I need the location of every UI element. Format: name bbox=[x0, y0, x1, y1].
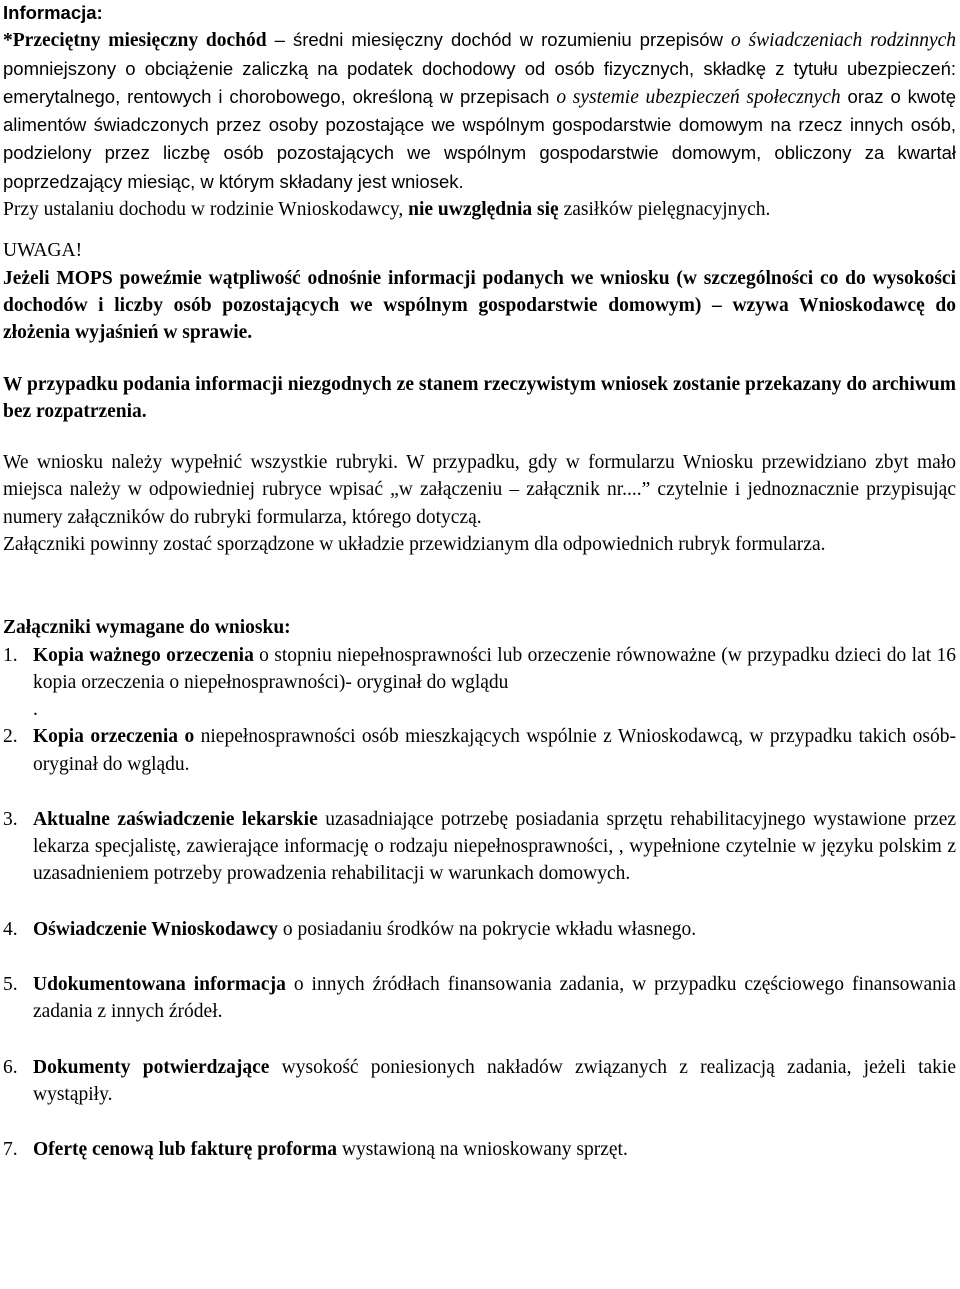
income-term: *Przeciętny miesięczny dochód bbox=[3, 30, 267, 52]
list-item: 5. Udokumentowana informacja o innych źródłach finansowania zadania, w przypadku częściowego finansowania zadania z innych źródeł. bbox=[3, 974, 956, 1023]
warning-section bbox=[3, 237, 956, 425]
list-item: 4. Oświadczenie Wnioskodawcy o posiadaniu środków na pokrycie wkładu własnego. bbox=[3, 918, 697, 940]
income-exclusion-paragraph: Przy ustalaniu dochodu w rodzinie Wnioskodawcy, nie uwzględnia się zasiłków pielęgnacyjnych. bbox=[3, 199, 771, 221]
info-heading: Informacja: bbox=[3, 2, 103, 23]
info-section bbox=[3, 0, 956, 223]
list-item: 2. Kopia orzeczenia o niepełnosprawności osób mieszkających wspólnie z Wnioskodawcą, w przypadku takich osób- oryginał do wglądu. bbox=[3, 726, 956, 775]
attachments-heading: Załączniki wymagane do wniosku: bbox=[3, 617, 291, 639]
instructions-section bbox=[3, 449, 956, 558]
warning-heading: UWAGA! bbox=[3, 240, 83, 262]
attachments-list bbox=[3, 642, 956, 1164]
list-item: 7. Ofertę cenową lub fakturę proforma wystawioną na wnioskowany sprzęt. bbox=[3, 1139, 628, 1161]
warning-paragraph: Jeżeli MOPS poweźmie wątpliwość odnośnie informacji podanych we wniosku (w szczególności co do wysokości dochodów i liczby osób pozostających we wspólnym gospodarstwie domowym) – wzywa Wnioskodawcę do złożenia wyjaśnień w sprawie. bbox=[3, 267, 956, 344]
list-item: 3. Aktualne zaświadczenie lekarskie uzasadniające potrzebę posiadania sprzętu rehabilitacyjnego wystawione przez lekarza specjalistę, zawierające informację o rodzaju niepełnosprawności, , wypełnione czytelnie w języku polskim z uzasadnieniem potrzeby prowadzenia rehabilitacji w warunkach domowych. bbox=[3, 808, 956, 885]
instructions-paragraph-2: Załączniki powinny zostać sporządzone w układzie przewidzianym dla odpowiednich rubryk formularza. bbox=[3, 534, 826, 556]
law-reference: o systemie ubezpieczeń społecznych bbox=[556, 86, 841, 108]
law-reference: o świadczeniach rodzinnych bbox=[731, 30, 957, 52]
attachments-section bbox=[3, 614, 956, 1163]
warning-paragraph-2: W przypadku podania informacji niezgodnych ze stanem rzeczywistym wniosek zostanie przekazany do archiwum bez rozpatrzenia. bbox=[3, 373, 956, 422]
list-item: 1. Kopia ważnego orzeczenia o stopniu niepełnosprawności lub orzeczenie równoważne (w przypadku dzieci do lat 16 kopia orzeczenia o niepełnosprawności)- oryginał do wglądu . bbox=[3, 644, 956, 721]
income-definition-paragraph: *Przeciętny miesięczny dochód – średni miesięczny dochód w rozumieniu przepisów o świadczeniach rodzinnych pomniejszony o obciążenie zaliczką na podatek dochodowy od osób fizycznych, składkę z tytułu ubezpieczeń: emerytalnego, rentowych i chorobowego, określoną w przepisach o systemie ubezpieczeń społecznych oraz o kwotę alimentów świadczonych przez osoby pozostające we wspólnym gospodarstwie domowym na rzecz innych osób, podzielony przez liczbę osób pozostających we wspólnym gospodarstwie domowym, obliczony za kwartał poprzedzający miesiąc, w którym składany jest wniosek. bbox=[3, 29, 957, 192]
instructions-paragraph: We wniosku należy wypełnić wszystkie rubryki. W przypadku, gdy w formularzu Wniosku przewidziano zbyt mało miejsca należy w odpowiedniej rubryce wpisać „w załączeniu – załącznik nr....” czytelnie i jednoznacznie przypisując numery załączników do rubryki formularza, którego dotyczą. bbox=[3, 452, 956, 528]
list-item: 6. Dokumenty potwierdzające wysokość poniesionych nakładów związanych z realizacją zadania, jeżeli takie wystąpiły. bbox=[3, 1056, 956, 1105]
